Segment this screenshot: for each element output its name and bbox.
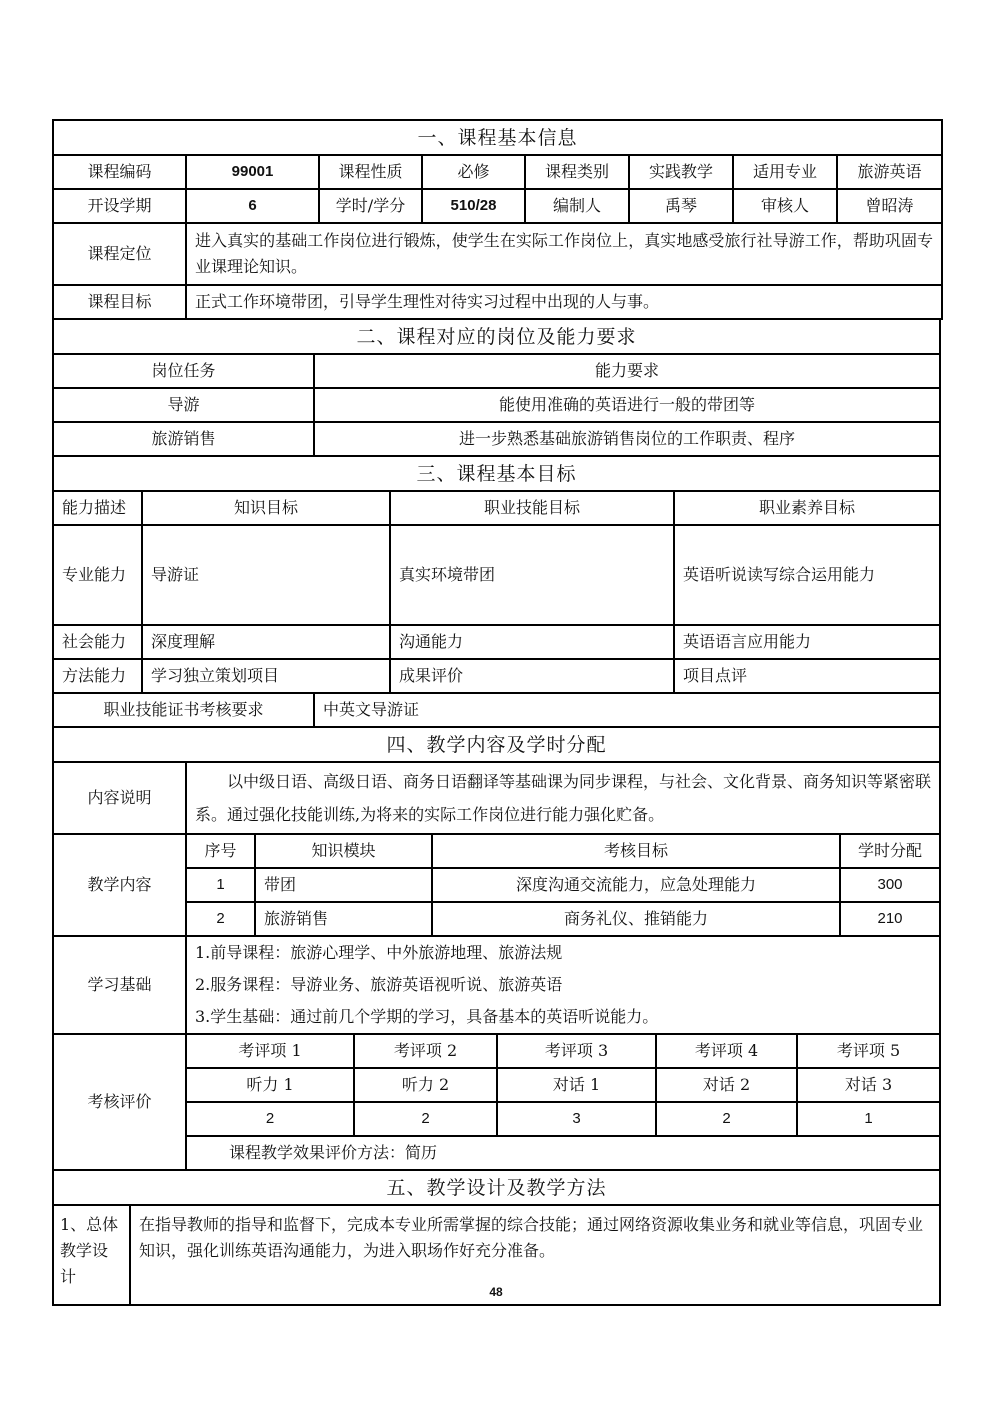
skill-goal: 真实环境带团 [390,525,674,625]
cell-label: 学时/学分 [319,189,422,223]
cell-label: 适用专业 [733,155,837,189]
section-title-design: 五、教学设计及教学方法 [53,1170,940,1205]
eval-weight: 2 [656,1102,797,1136]
ability-requirement: 进一步熟悉基础旅游销售岗位的工作职责、程序 [314,422,940,456]
position-task: 旅游销售 [53,422,314,456]
knowledge-goal: 导游证 [142,525,390,625]
eval-method: 课程教学效果评价方法：简历 [186,1136,940,1170]
knowledge-goal: 学习独立策划项目 [142,659,390,693]
ability-type: 社会能力 [53,625,142,659]
column-header: 学时分配 [840,834,940,868]
hours: 300 [840,868,940,902]
hours: 210 [840,902,940,936]
assessment-goal: 商务礼仪、推销能力 [432,902,840,936]
cell-label: 课程定位 [53,223,186,285]
ability-requirement: 能使用准确的英语进行一般的带团等 [314,388,940,422]
column-header: 知识目标 [142,491,390,525]
basis-line: 2.服务课程：导游业务、旅游英语视听说、旅游英语 [195,975,563,994]
compiler: 禹琴 [629,189,733,223]
column-header: 职业技能目标 [390,491,674,525]
column-header: 知识模块 [255,834,432,868]
position-ability-table [52,318,941,457]
eval-weight: 2 [354,1102,497,1136]
eval-name: 对话 3 [797,1068,940,1102]
cell-label: 内容说明 [53,762,186,834]
eval-name: 听力 1 [186,1068,354,1102]
learning-basis [186,936,940,1034]
cell-label: 课程编码 [53,155,186,189]
basis-line: 3.学生基础：通过前几个学期的学习，具备基本的英语听说能力。 [195,1007,659,1026]
row-number: 2 [186,902,255,936]
section-title-position: 二、课程对应的岗位及能力要求 [53,319,940,354]
column-header: 岗位任务 [53,354,314,388]
course-positioning: 进入真实的基础工作岗位进行锻炼，使学生在实际工作岗位上，真实地感受旅行社导游工作，帮助巩固专业课理论知识。 [186,223,942,285]
column-header: 职业素养目标 [674,491,940,525]
semester: 6 [186,189,319,223]
assessment-goal: 深度沟通交流能力，应急处理能力 [432,868,840,902]
hours-credits: 510/28 [422,189,525,223]
quality-goal: 英语听说读写综合运用能力 [674,525,940,625]
page-number: 48 [489,1285,503,1299]
knowledge-module: 带团 [255,868,432,902]
section-title-basic-info: 一、课程基本信息 [53,120,942,155]
course-goal: 正式工作环境带团，引导学生理性对待实习过程中出现的人与事。 [186,285,942,319]
column-header: 能力描述 [53,491,142,525]
cell-label: 课程目标 [53,285,186,319]
eval-name: 听力 2 [354,1068,497,1102]
position-task: 导游 [53,388,314,422]
eval-weight: 3 [497,1102,656,1136]
evaluation-table [52,1033,941,1171]
column-header: 考核目标 [432,834,840,868]
basis-line: 1.前导课程：旅游心理学、中外旅游地理、旅游法规 [195,943,563,962]
eval-name: 对话 1 [497,1068,656,1102]
basic-info-table [52,119,943,320]
knowledge-goal: 深度理解 [142,625,390,659]
design-label: 1、总体教学设计 [53,1205,130,1305]
cell-label: 课程类别 [525,155,629,189]
applicable-major: 旅游英语 [837,155,942,189]
cell-label: 编制人 [525,189,629,223]
course-category: 实践教学 [629,155,733,189]
reviewer: 曾昭涛 [837,189,942,223]
teaching-content-table [52,726,941,1035]
eval-item: 考评项 2 [354,1034,497,1068]
eval-item: 考评项 5 [797,1034,940,1068]
cell-label: 考核评价 [53,1034,186,1170]
certificate-table [52,692,941,728]
knowledge-module: 旅游销售 [255,902,432,936]
eval-item: 考评项 4 [656,1034,797,1068]
cell-label: 职业技能证书考核要求 [53,693,314,727]
section-title-goals: 三、课程基本目标 [53,456,940,491]
row-number: 1 [186,868,255,902]
eval-weight: 2 [186,1102,354,1136]
ability-type: 方法能力 [53,659,142,693]
eval-name: 对话 2 [656,1068,797,1102]
cell-label: 审核人 [733,189,837,223]
column-header: 序号 [186,834,255,868]
eval-item: 考评项 3 [497,1034,656,1068]
course-document [52,119,941,1306]
quality-goal: 项目点评 [674,659,940,693]
cell-label: 开设学期 [53,189,186,223]
eval-weight: 1 [797,1102,940,1136]
content-description: 以中级日语、高级日语、商务日语翻译等基础课为同步课程，与社会、文化背景、商务知识等紧密联系。通过强化技能训练,为将来的实际工作岗位进行能力强化贮备。 [186,762,940,834]
cell-label: 教学内容 [53,834,186,936]
eval-item: 考评项 1 [186,1034,354,1068]
skill-goal: 沟通能力 [390,625,674,659]
course-code: 99001 [186,155,319,189]
cell-label: 课程性质 [319,155,422,189]
basic-goals-table [52,455,941,694]
cell-label: 学习基础 [53,936,186,1034]
section-title-content: 四、教学内容及学时分配 [53,727,940,762]
skill-goal: 成果评价 [390,659,674,693]
overall-design: 在指导教师的指导和监督下，完成本专业所需掌握的综合技能；通过网络资源收集业务和就业等信息，巩固专业知识，强化训练英语沟通能力，为进入职场作好充分准备。 [130,1205,940,1305]
certificate-requirement: 中英文导游证 [314,693,940,727]
column-header: 能力要求 [314,354,940,388]
ability-type: 专业能力 [53,525,142,625]
course-nature: 必修 [422,155,525,189]
quality-goal: 英语语言应用能力 [674,625,940,659]
